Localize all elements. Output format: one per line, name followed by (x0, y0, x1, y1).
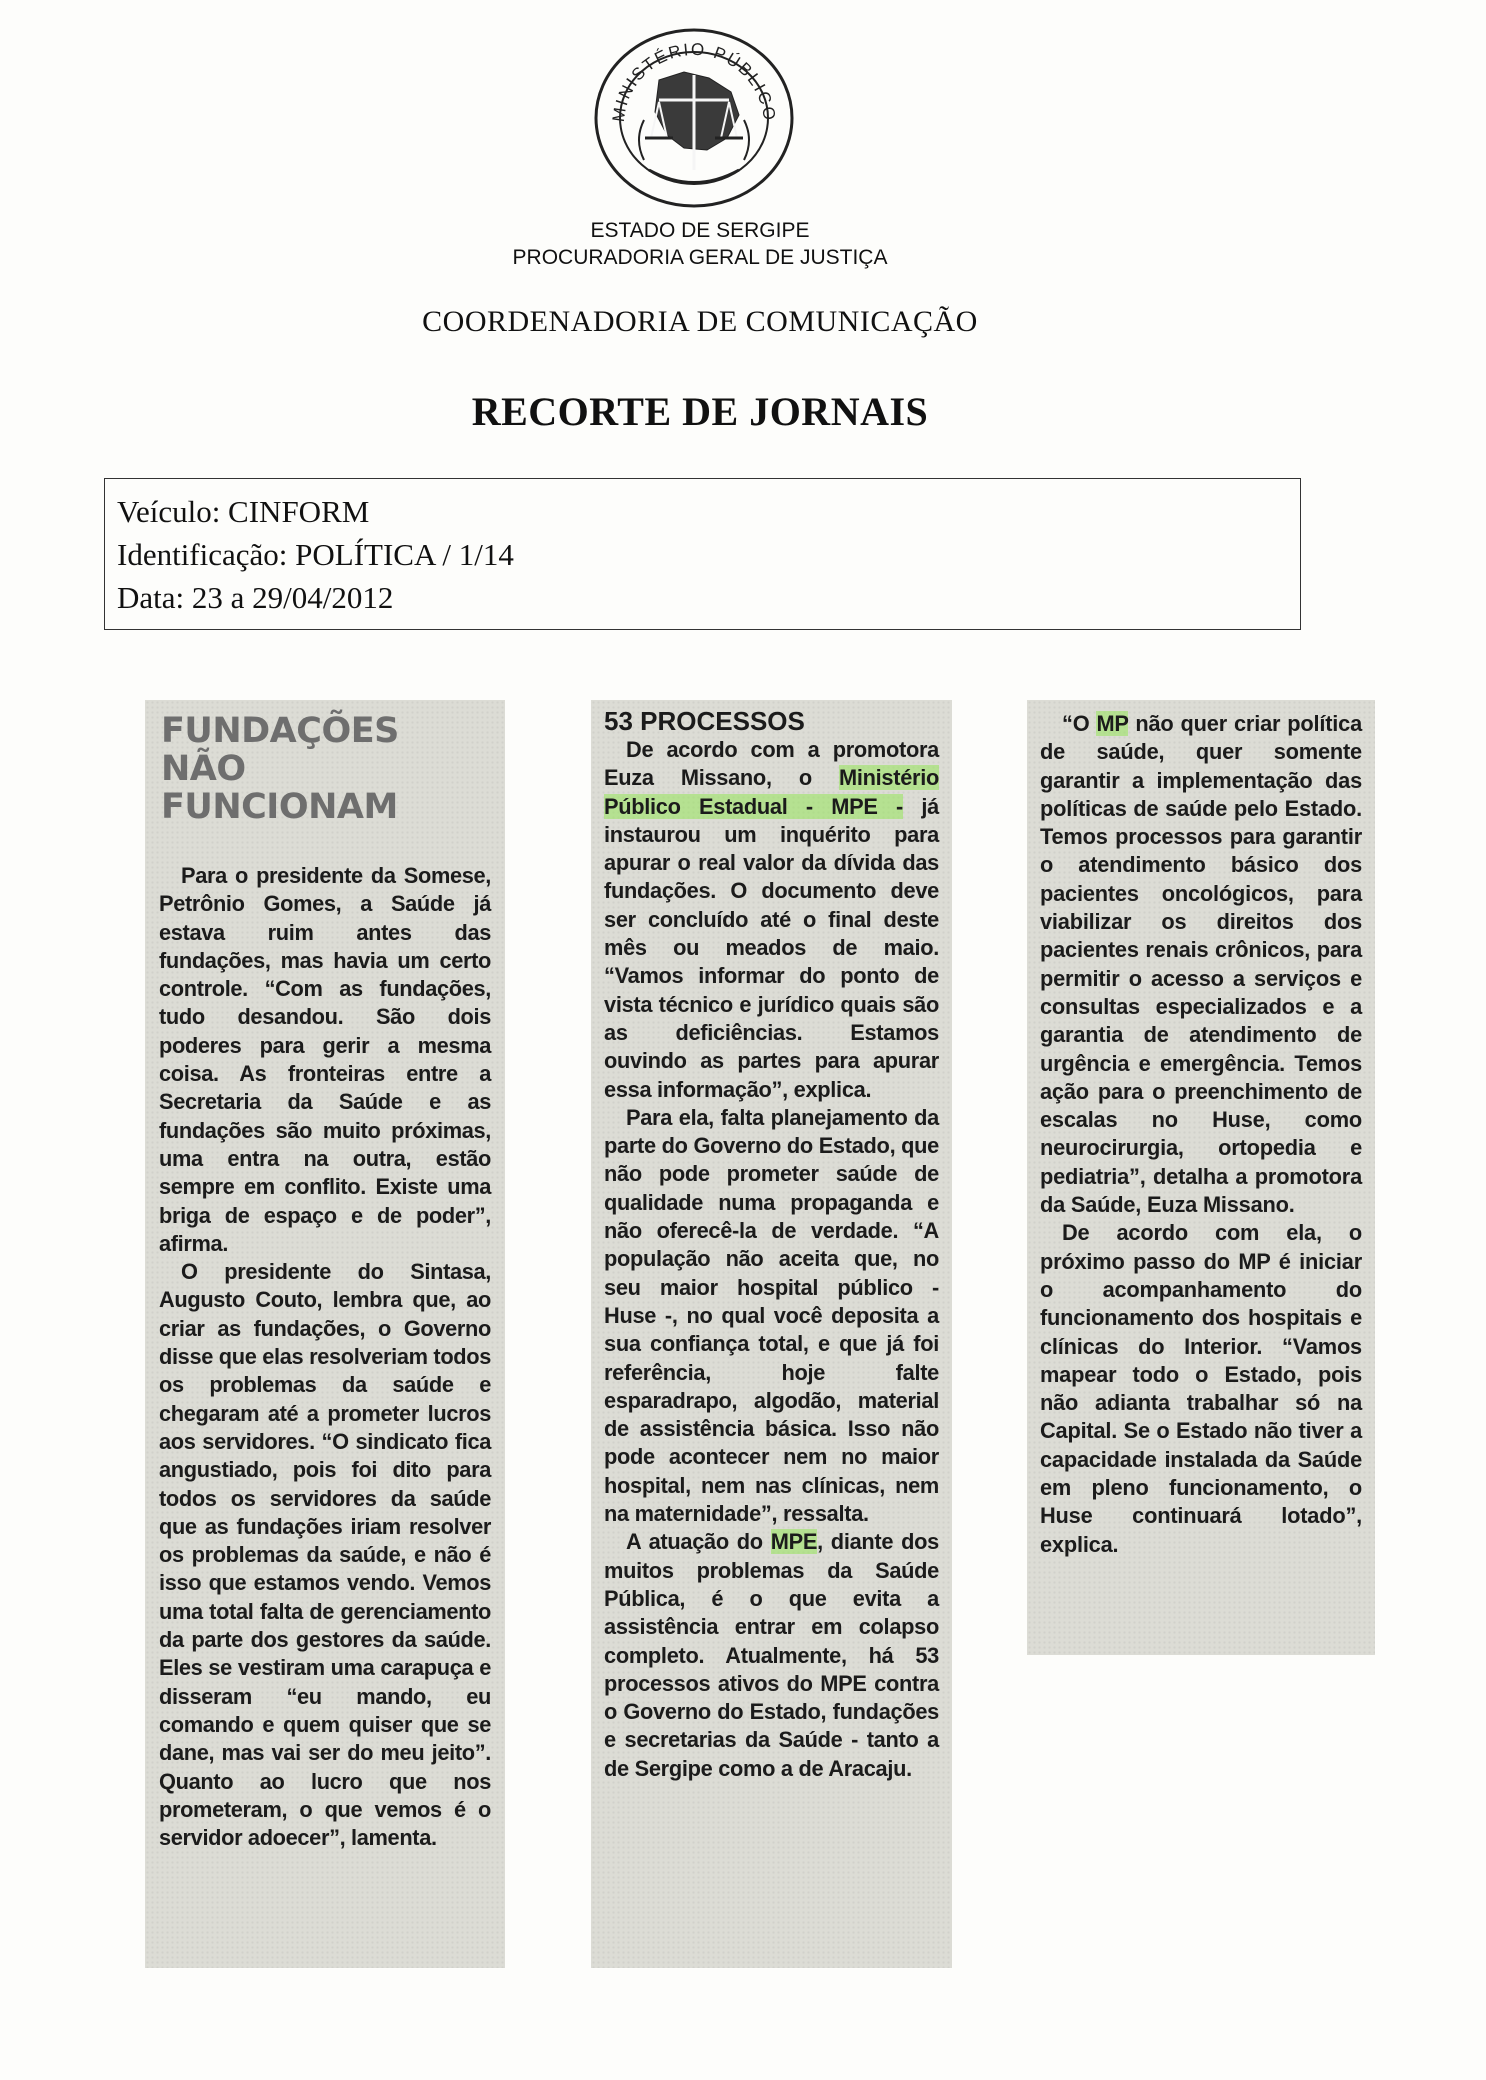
clipping-info-box (104, 478, 1301, 630)
text-run: A atuação do (626, 1529, 771, 1555)
identification-line: Identificação: POLÍTICA / 1/14 (117, 537, 514, 572)
clipping-column-2 (591, 700, 952, 1968)
column-2-body (604, 736, 939, 1783)
highlighted-text: Ministério Público Estadual - MPE - (604, 765, 939, 819)
text-run: não quer criar política de saúde, quer somente garantir a implementação das políticas de saúde pelo Estado. Temos processos para garantir o atendimento básico dos pacientes oncológicos, para viabilizar os direitos dos pacientes renais crônicos, para permitir o acesso a serviços e consultas especializados e a garantia de atendimento de urgência e emergência. Temos ação para o preenchimento de escalas no Huse, como neurocirurgia, ortopedia e pediatria”, detalha a promotora da Saúde, Euza Missano. (1040, 711, 1362, 1218)
text-run: , diante dos muitos problemas da Saúde Pública, é o que evita a assistência entrar em colapso completo. Atualmente, há 53 processos ativos do MPE contra o Governo do Estado, fundações e secretarias da Saúde - tanto a de Sergipe como a de Aracaju. (604, 1529, 939, 1781)
paragraph: Para ela, falta planejamento da parte do Governo do Estado, que não pode prometer saúde de qualidade numa propaganda e não oferecê-la de verdade. “A população não aceita que, no seu maior hospital público - Huse -, no qual você deposita a sua confiança total, e que já foi referência, hoje falte esparadrapo, algodão, material de assistência básica. Isso não pode acontecer nem no maior hospital, nem nas clínicas, nem na maternidade”, ressalta. (604, 1104, 939, 1527)
section-subhead: 53 PROCESSOS (604, 706, 805, 736)
column-1-body (159, 862, 491, 1852)
paragraph (1040, 710, 1362, 1219)
office-name: PROCURADORIA GERAL DE JUSTIÇA (512, 246, 888, 269)
ministerio-publico-seal (589, 20, 799, 210)
highlighted-text: MPE (770, 1529, 818, 1555)
svg-text:MINISTÉRIO PÚBLICO: MINISTÉRIO PÚBLICO (608, 39, 780, 124)
highlighted-text: MP (1096, 711, 1129, 736)
institution-header (0, 217, 1400, 271)
paragraph (604, 736, 939, 1104)
document-title: RECORTE DE JORNAIS (471, 389, 929, 434)
department-title: COORDENADORIA DE COMUNICAÇÃO (422, 305, 978, 338)
vehicle-line: Veículo: CINFORM (117, 494, 370, 529)
text-run: já instaurou um inquérito para apurar o real valor da dívida das fundações. O documento deve ser concluído até o final deste mês ou meados de maio. “Vamos informar do ponto de vista técnico e jurídico quais são as deficiências. Estamos ouvindo as partes para apurar essa informação”, explica. (604, 793, 939, 1102)
text-run: De acordo com a promotora Euza Missano, o (604, 737, 939, 791)
clipping-column-1 (145, 700, 505, 1968)
article-headline: FUNDAÇÕES NÃO FUNCIONAM (161, 711, 399, 827)
paragraph: O presidente do Sintasa, Augusto Couto, lembra que, ao criar as fundações, o Governo disse que elas resolveriam todos os problemas da saúde e chegaram até a prometer lucros aos servidores. “O sindicato fica angustiado, pois foi dito para todos os servidores da saúde que as fundações iriam resolver os problemas da saúde, e não é isso que estamos vendo. Vemos uma total falta de gerenciamento da parte dos gestores da saúde. Eles se vestiram uma carapuça e disseram “eu mando, eu comando e quem quiser que se dane, mas vai ser do meu jeito”. Quanto ao lucro que nos prometeram, o que vemos é o servidor adoecer”, lamenta. (159, 1259, 491, 1851)
text-run: “O (1062, 711, 1097, 736)
date-line: Data: 23 a 29/04/2012 (117, 580, 394, 615)
state-name: ESTADO DE SERGIPE (590, 219, 810, 242)
clipping-column-3 (1027, 700, 1375, 1655)
paragraph: De acordo com ela, o próximo passo do MP é iniciar o acompanhamento do funcionamento dos hospitais e clínicas do Interior. “Vamos mapear todo o Estado, pois não adianta trabalhar só na Capital. Se o Estado não tiver a capacidade instalada da Saúde em pleno funcionamento, o Huse continuará lotado”, explica. (1040, 1220, 1362, 1557)
column-3-body (1040, 710, 1362, 1559)
paragraph: Para o presidente da Somese, Petrônio Gomes, a Saúde já estava ruim antes das fundações, mas havia um certo controle. “Com as fundações, tudo desandou. São dois poderes para gerir a mesma coisa. As fronteiras entre a Secretaria da Saúde e as fundações são muito próximas, uma entra na outra, estão sempre em conflito. Existe uma briga de espaço e de poder”, afirma. (159, 863, 491, 1256)
paragraph (604, 1528, 939, 1783)
